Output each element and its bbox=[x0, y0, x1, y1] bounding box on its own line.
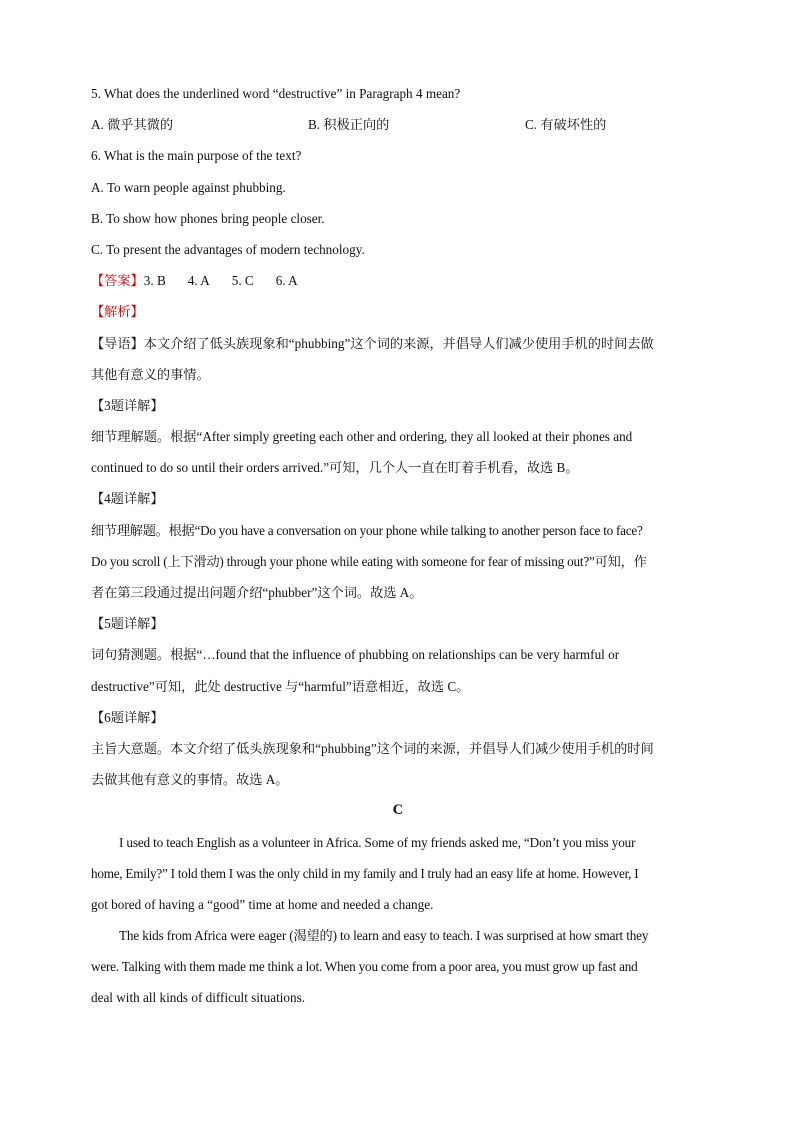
answer-line bbox=[91, 265, 705, 296]
answer-5: 5. C bbox=[231, 273, 254, 289]
answer-3: 3. B bbox=[143, 273, 166, 289]
q5-option-a: A. 微乎其微的 bbox=[91, 117, 174, 133]
analysis-label: 【解析】 bbox=[91, 304, 144, 320]
q5-stem: 5. What does the underlined word “destructive” in Paragraph 4 mean? bbox=[91, 86, 461, 101]
answer-label: 【答案】 bbox=[91, 273, 144, 289]
guide-line-1: 【导语】本文介绍了低头族现象和“phubbing”这个词的来源，并倡导人们减少使用手机的时间去做 bbox=[91, 335, 654, 351]
detail-4-line-2: Do you scroll (上下滑动) through your phone while eating with someone for fear of missing out?”可知，作 bbox=[91, 553, 647, 569]
q5-options bbox=[91, 109, 705, 140]
detail-4-line-3: 者在第三段通过提出问题介绍“phubber”这个词。故选 A。 bbox=[91, 585, 423, 600]
passage-p1-line-3: got bored of having a “good” time at home and needed a change. bbox=[91, 896, 434, 912]
q6-option-c: C. To present the advantages of modern technology. bbox=[91, 241, 365, 257]
detail-5-title: 【5题详解】 bbox=[91, 616, 164, 632]
detail-6-title: 【6题详解】 bbox=[91, 709, 164, 725]
detail-4-title: 【4题详解】 bbox=[91, 491, 164, 507]
passage-p2-line-3: deal with all kinds of difficult situations. bbox=[91, 990, 306, 1006]
answer-4: 4. A bbox=[187, 273, 210, 289]
answer-6: 6. A bbox=[275, 273, 298, 289]
q5-option-b: B. 积极正向的 bbox=[308, 117, 390, 133]
detail-6-line-1: 主旨大意题。本文介绍了低头族现象和“phubbing”这个词的来源，并倡导人们减少使用手机的时间 bbox=[91, 740, 654, 756]
passage-p2-line-2: were. Talking with them made me think a lot. When you come from a poor area, you must grow up fast and bbox=[91, 959, 638, 975]
detail-5-line-2: destructive”可知，此处 destructive 与“harmful”语意相近，故选 C。 bbox=[91, 678, 470, 694]
detail-3-line-1: 细节理解题。根据“After simply greeting each other and ordering, they all looked at their phones and bbox=[91, 429, 633, 445]
q6-option-b: B. To show how phones bring people closer. bbox=[91, 210, 325, 226]
passage-p2-line-1: The kids from Africa were eager (渴望的) to learn and easy to teach. I was surprised at how smart they bbox=[119, 928, 649, 944]
detail-4-line-1: 细节理解题。根据“Do you have a conversation on your phone while talking to another person face to face? bbox=[91, 522, 643, 538]
detail-6-line-2: 去做其他有意义的事情。故选 A。 bbox=[91, 772, 289, 788]
detail-5-line-1: 词句猜测题。根据“…found that the influence of phubbing on relationships can be very harmful or bbox=[91, 647, 620, 663]
q6-option-a: A. To warn people against phubbing. bbox=[91, 179, 286, 195]
q6-stem: 6. What is the main purpose of the text? bbox=[91, 148, 302, 164]
passage-p1-line-2: home, Emily?” I told them I was the only child in my family and I truly had an easy life at home. However, I bbox=[91, 865, 639, 881]
detail-3-line-2: continued to do so until their orders arrived.”可知，几个人一直在盯着手机看，故选 B。 bbox=[91, 460, 579, 476]
passage-p1-line-1: I used to teach English as a volunteer in Africa. Some of my friends asked me, “Don’t you miss your bbox=[119, 834, 636, 850]
section-c-heading: C bbox=[392, 802, 404, 819]
detail-3-title: 【3题详解】 bbox=[91, 397, 164, 413]
guide-line-2: 其他有意义的事情。 bbox=[91, 366, 210, 382]
document-page bbox=[91, 78, 705, 1014]
q5-option-c: C. 有破坏性的 bbox=[525, 117, 607, 133]
